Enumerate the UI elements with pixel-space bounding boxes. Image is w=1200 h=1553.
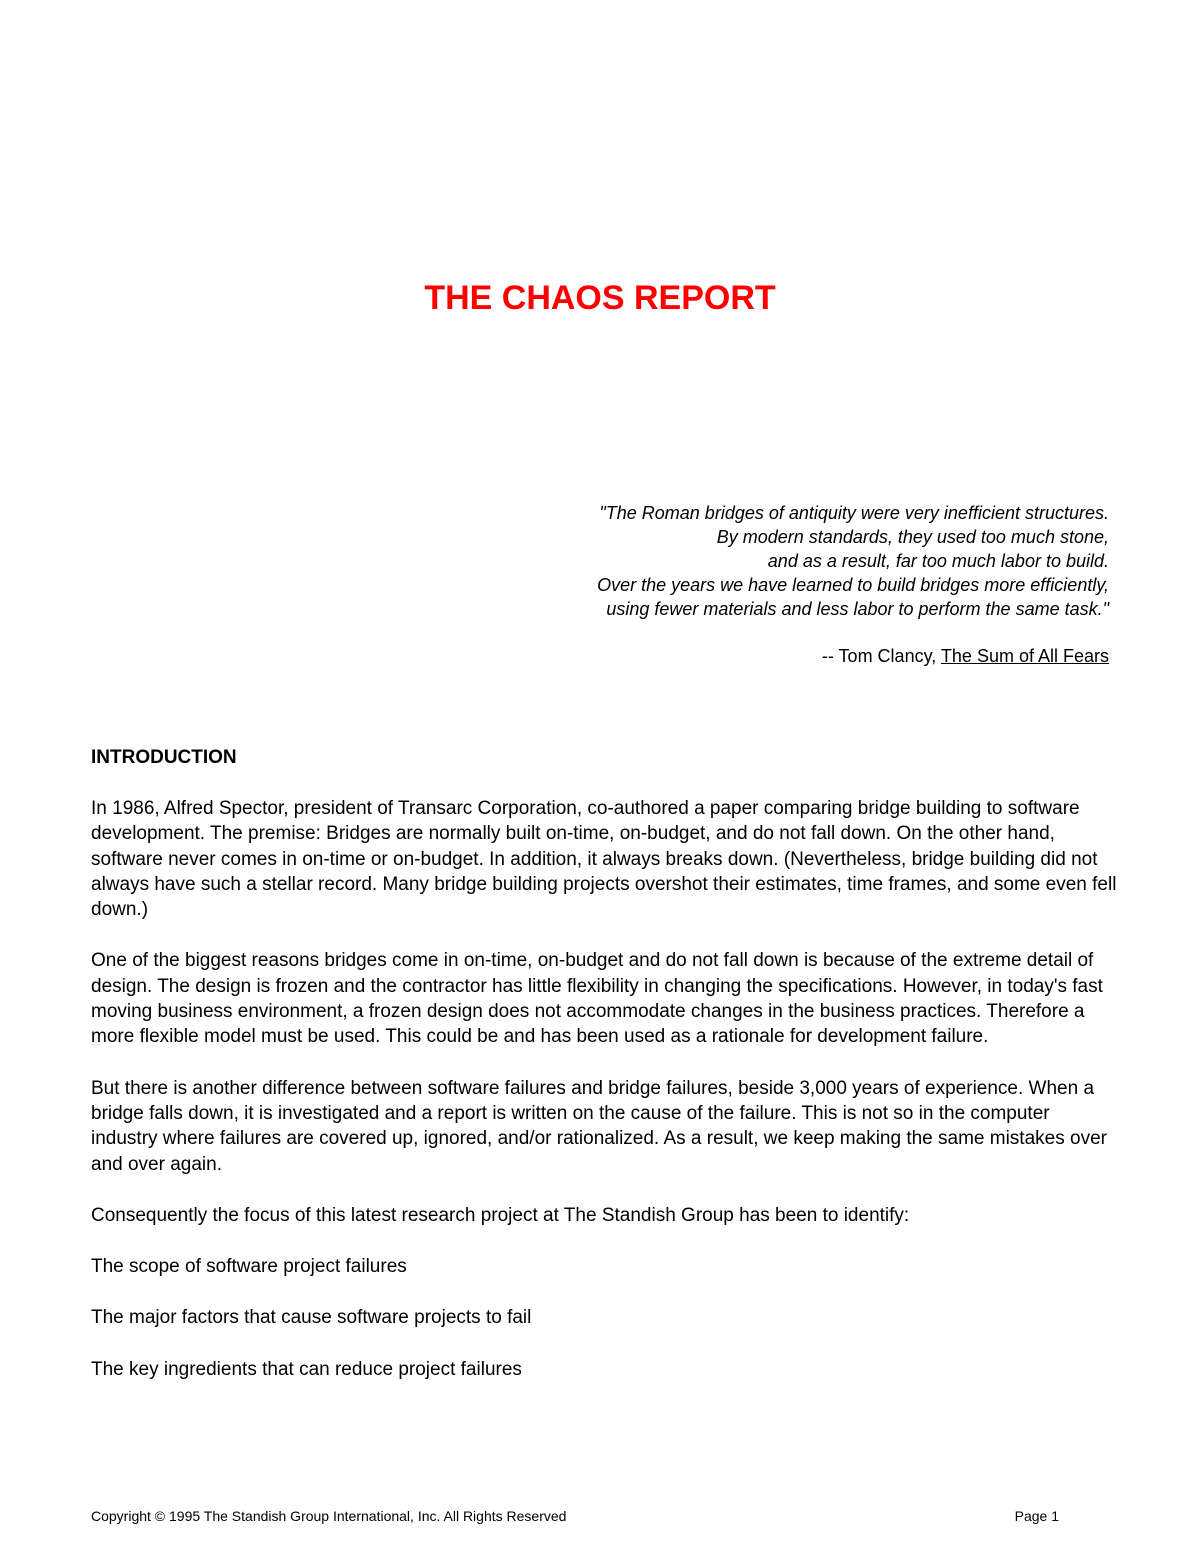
- copyright-notice: Copyright © 1995 The Standish Group International, Inc. All Rights Reserved: [91, 1508, 567, 1524]
- page-number: Page 1: [1014, 1508, 1059, 1524]
- attribution-book-title: The Sum of All Fears: [940, 646, 1109, 666]
- quote-line: using fewer materials and less labor to perform the same task.": [606, 599, 1109, 619]
- focus-item: The major factors that cause software projects to fail: [91, 1307, 532, 1329]
- body-paragraph: One of the biggest reasons bridges come in on-time, on-budget and do not fall down is because of the extreme detail of design. The design is frozen and the contractor has little flexibility in changing the specifications. However, in today's fast moving business environment, a frozen design does not accommodate changes in the business practices. Therefore a more flexible model must be used. This could be and has been used as a rationale for development failure.: [91, 950, 1103, 1048]
- quote-line: and as a result, far too much labor to build.: [767, 551, 1109, 571]
- section-heading: INTRODUCTION: [91, 747, 237, 768]
- attribution-author: -- Tom Clancy,: [821, 646, 941, 666]
- focus-item: The scope of software project failures: [91, 1256, 407, 1278]
- focus-item: The key ingredients that can reduce project failures: [91, 1358, 522, 1380]
- body-paragraph: In 1986, Alfred Spector, president of Transarc Corporation, co-authored a paper comparing bridge building to software development. The premise: Bridges are normally built on-time, on-budget, and do not fall down. On the other hand, software never comes in on-time or on-budget. In addition, it always breaks down. (Nevertheless, bridge building did not always have such a stellar record. Many bridge building projects overshot their estimates, time frames, and some even fell down.): [91, 798, 1117, 921]
- quote-line: "The Roman bridges of antiquity were very inefficient structures.: [599, 503, 1109, 523]
- body-paragraph: Consequently the focus of this latest research project at The Standish Group has been to identify:: [91, 1204, 910, 1226]
- body-paragraph: But there is another difference between software failures and bridge failures, beside 3,000 years of experience. When a bridge falls down, it is investigated and a report is written on the cause of the failure. This is not so in the computer industry where failures are covered up, ignored, and/or rationalized. As a result, we keep making the same mistakes over and over again.: [91, 1077, 1107, 1175]
- quote-line: By modern standards, they used too much stone,: [716, 527, 1109, 547]
- epigraph-quote: [409, 501, 1109, 621]
- page-title: THE CHAOS REPORT: [424, 279, 776, 317]
- epigraph-attribution: [822, 644, 1109, 668]
- introduction-section: [91, 745, 1121, 1408]
- quote-line: Over the years we have learned to build bridges more efficiently,: [597, 575, 1109, 595]
